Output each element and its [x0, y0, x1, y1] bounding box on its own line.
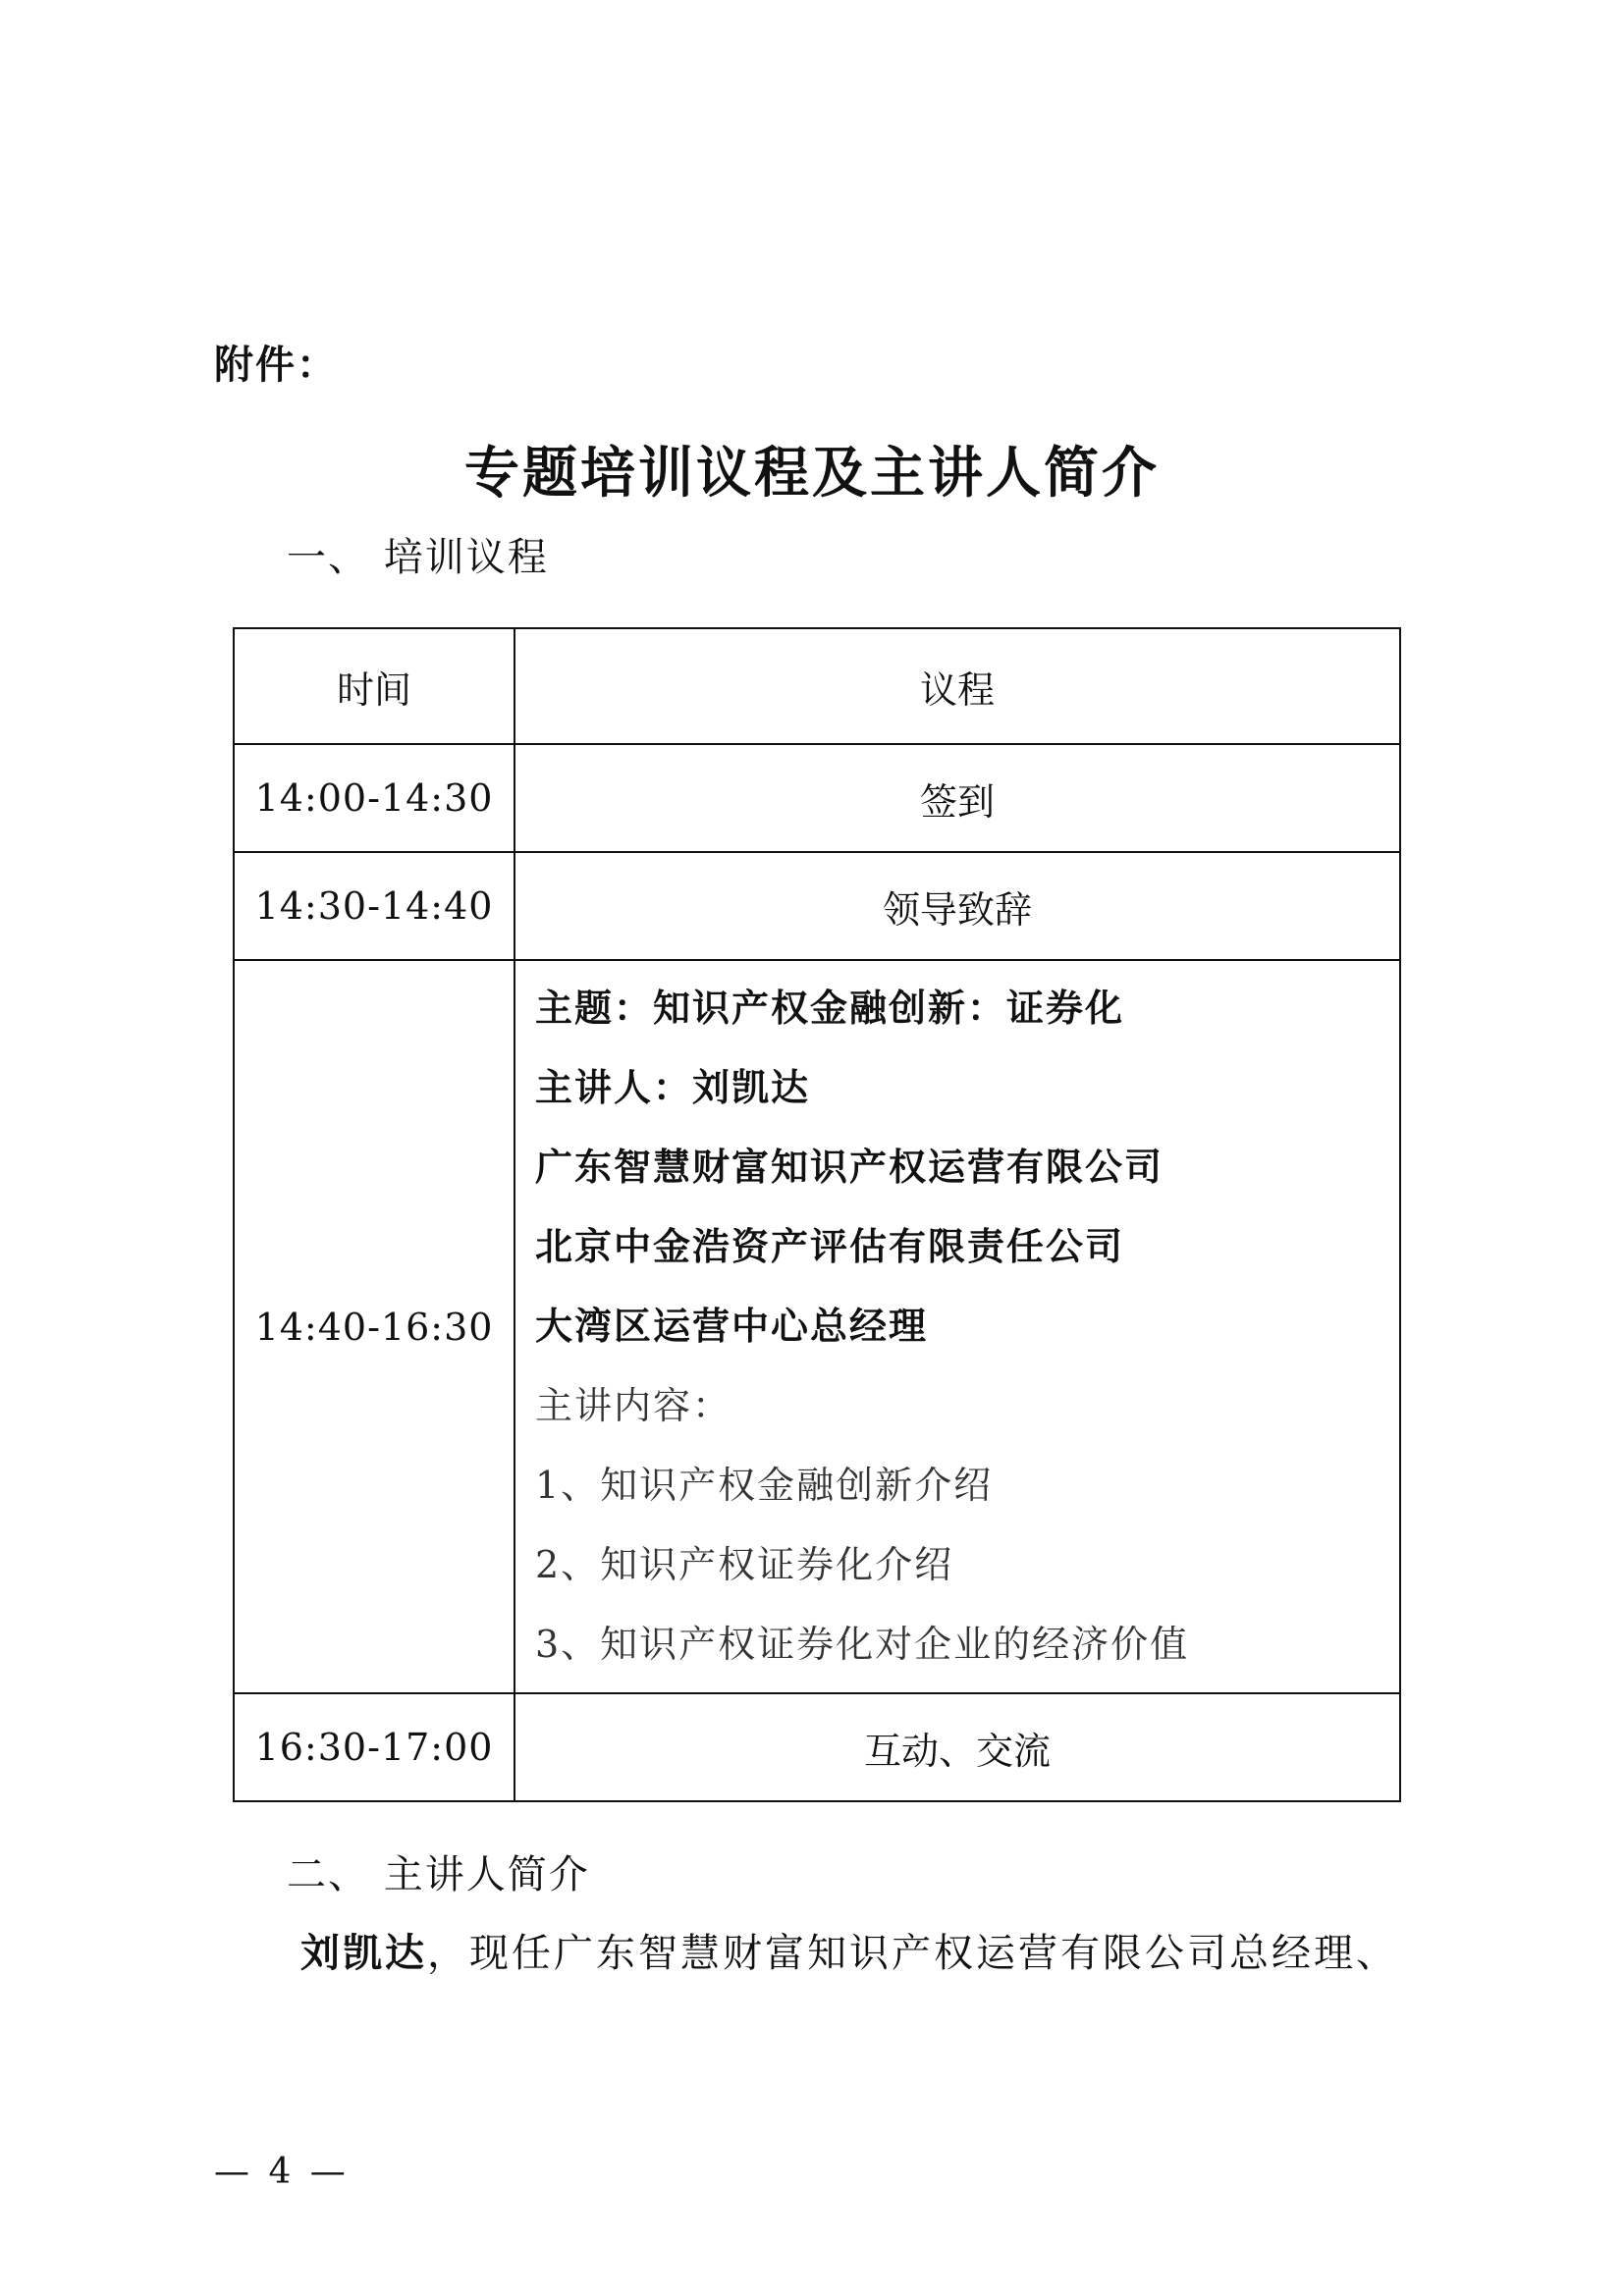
agenda-cell: 签到: [514, 744, 1400, 852]
speaker-company-2: 北京中金浩资产评估有限责任公司: [535, 1225, 1125, 1268]
speaker-name: 刘凯达: [300, 1931, 427, 1976]
content-item: 1、知识产权金融创新介绍: [535, 1464, 994, 1507]
time-cell: 16:30-17:00: [234, 1693, 514, 1801]
time-cell: 14:00-14:30: [234, 744, 514, 852]
speaker-bio: [300, 1922, 1398, 1978]
table-row: [234, 960, 1400, 1693]
header-time: 时间: [234, 628, 514, 744]
agenda-table: [233, 627, 1401, 1802]
table-row: [234, 744, 1400, 852]
speaker-bio-text: ，现任广东智慧财富知识产权运营有限公司总经理、: [427, 1931, 1398, 1976]
speaker-company-1: 广东智慧财富知识产权运营有限公司: [535, 1146, 1164, 1189]
session-topic: 主题：知识产权金融创新：证券化: [535, 987, 1125, 1030]
time-cell: 14:30-14:40: [234, 852, 514, 960]
document-title: 专题培训议程及主讲人简介: [464, 441, 1160, 506]
content-item: 3、知识产权证券化对企业的经济价值: [535, 1623, 1190, 1666]
agenda-cell: 领导致辞: [514, 852, 1400, 960]
agenda-cell: 互动、交流: [514, 1693, 1400, 1801]
table-row: [234, 1693, 1400, 1801]
table-header-row: [234, 628, 1400, 744]
content-item: 2、知识产权证券化介绍: [535, 1543, 954, 1586]
session-speaker: 主讲人：刘凯达: [535, 1066, 811, 1109]
speaker-position: 大湾区运营中心总经理: [535, 1305, 929, 1348]
time-cell: 14:40-16:30: [234, 960, 514, 1693]
header-agenda: 议程: [514, 628, 1400, 744]
section-heading-speaker: 二、 主讲人简介: [287, 1852, 590, 1897]
table-row: [234, 852, 1400, 960]
agenda-cell-details: [514, 960, 1400, 1693]
content-heading: 主讲内容：: [535, 1384, 732, 1427]
attachment-label: 附件：: [214, 343, 338, 388]
page-number: — 4 —: [214, 2152, 350, 2192]
section-heading-agenda: 一、 培训议程: [287, 535, 549, 580]
